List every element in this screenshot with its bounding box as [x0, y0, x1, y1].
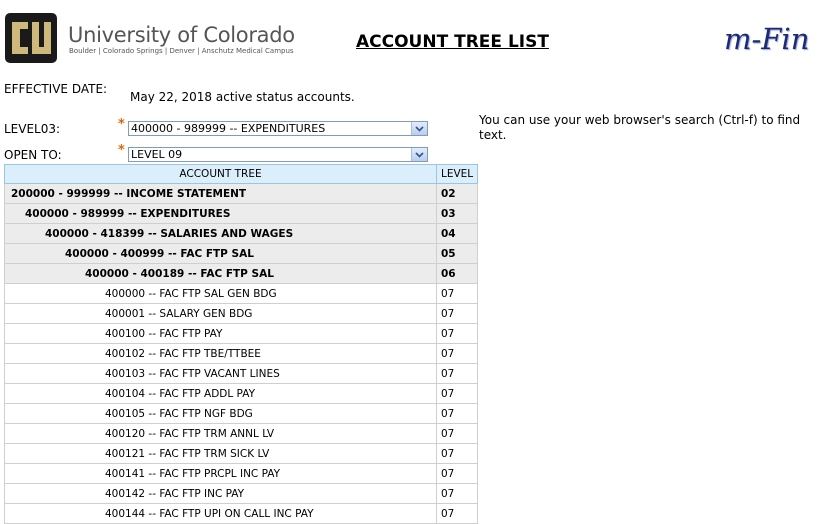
account-level-cell: 05 [437, 244, 478, 264]
table-row [5, 424, 478, 444]
table-row [5, 324, 478, 344]
account-label-cell: 400000 - 400999 -- FAC FTP SAL [5, 244, 437, 264]
level-column-header: LEVEL [437, 165, 478, 184]
university-name: University of Colorado [68, 23, 295, 47]
table-row [5, 304, 478, 324]
table-row [5, 224, 478, 244]
account-level-cell: 07 [437, 364, 478, 384]
level03-selected-value: 400000 - 989999 -- EXPENDITURES [131, 122, 326, 135]
account-level-cell: 07 [437, 284, 478, 304]
table-row [5, 484, 478, 504]
account-tree-table [4, 164, 478, 524]
account-level-cell: 02 [437, 184, 478, 204]
account-label-cell: 400103 -- FAC FTP VACANT LINES [5, 364, 437, 384]
open-to-label: OPEN TO: [4, 148, 62, 162]
account-tree-body [5, 184, 478, 524]
table-row [5, 464, 478, 484]
table-row [5, 404, 478, 424]
table-row [5, 504, 478, 524]
account-label-cell: 400142 -- FAC FTP INC PAY [5, 484, 437, 504]
account-level-cell: 07 [437, 444, 478, 464]
account-label-cell: 400000 - 989999 -- EXPENDITURES [5, 204, 437, 224]
open-to-selected-value: LEVEL 09 [131, 148, 183, 161]
open-to-select[interactable] [128, 147, 428, 162]
account-label-cell: 400104 -- FAC FTP ADDL PAY [5, 384, 437, 404]
account-level-cell: 07 [437, 464, 478, 484]
effective-date-value: May 22, 2018 active status accounts. [130, 90, 355, 104]
account-level-cell: 07 [437, 304, 478, 324]
required-marker: * [118, 117, 125, 132]
account-label-cell: 400102 -- FAC FTP TBE/TTBEE [5, 344, 437, 364]
table-row [5, 284, 478, 304]
account-label-cell: 400100 -- FAC FTP PAY [5, 324, 437, 344]
account-tree-column-header: ACCOUNT TREE [5, 165, 437, 184]
account-label-cell: 400144 -- FAC FTP UPI ON CALL INC PAY [5, 504, 437, 524]
account-level-cell: 07 [437, 504, 478, 524]
account-level-cell: 07 [437, 484, 478, 504]
table-row [5, 204, 478, 224]
mfin-brand-logo: m-Fin [724, 22, 810, 56]
account-level-cell: 07 [437, 344, 478, 364]
table-row [5, 184, 478, 204]
campus-list: Boulder | Colorado Springs | Denver | Anschutz Medical Campus [69, 47, 294, 55]
page-header [0, 0, 822, 72]
account-level-cell: 04 [437, 224, 478, 244]
table-row [5, 444, 478, 464]
account-label-cell: 400000 - 418399 -- SALARIES AND WAGES [5, 224, 437, 244]
page-title: ACCOUNT TREE LIST [356, 32, 549, 52]
account-level-cell: 07 [437, 404, 478, 424]
account-label-cell: 400001 -- SALARY GEN BDG [5, 304, 437, 324]
account-level-cell: 06 [437, 264, 478, 284]
required-marker: * [118, 143, 125, 158]
search-hint: You can use your web browser's search (Ctrl-f) to find text. [479, 113, 801, 142]
table-row [5, 264, 478, 284]
account-label-cell: 400141 -- FAC FTP PRCPL INC PAY [5, 464, 437, 484]
cu-logo [4, 12, 58, 64]
account-label-cell: 400000 - 400189 -- FAC FTP SAL [5, 264, 437, 284]
effective-date-label: EFFECTIVE DATE: [4, 82, 108, 96]
table-row [5, 344, 478, 364]
table-header-row [5, 165, 478, 184]
chevron-down-icon[interactable] [411, 122, 427, 135]
level03-label: LEVEL03: [4, 122, 61, 136]
account-label-cell: 400120 -- FAC FTP TRM ANNL LV [5, 424, 437, 444]
account-label-cell: 400121 -- FAC FTP TRM SICK LV [5, 444, 437, 464]
account-label-cell: 400000 -- FAC FTP SAL GEN BDG [5, 284, 437, 304]
account-level-cell: 07 [437, 324, 478, 344]
account-label-cell: 400105 -- FAC FTP NGF BDG [5, 404, 437, 424]
account-level-cell: 07 [437, 424, 478, 444]
table-row [5, 244, 478, 264]
account-level-cell: 07 [437, 384, 478, 404]
account-label-cell: 200000 - 999999 -- INCOME STATEMENT [5, 184, 437, 204]
table-row [5, 384, 478, 404]
account-level-cell: 03 [437, 204, 478, 224]
chevron-down-icon[interactable] [411, 148, 427, 161]
level03-select[interactable] [128, 121, 428, 136]
table-row [5, 364, 478, 384]
